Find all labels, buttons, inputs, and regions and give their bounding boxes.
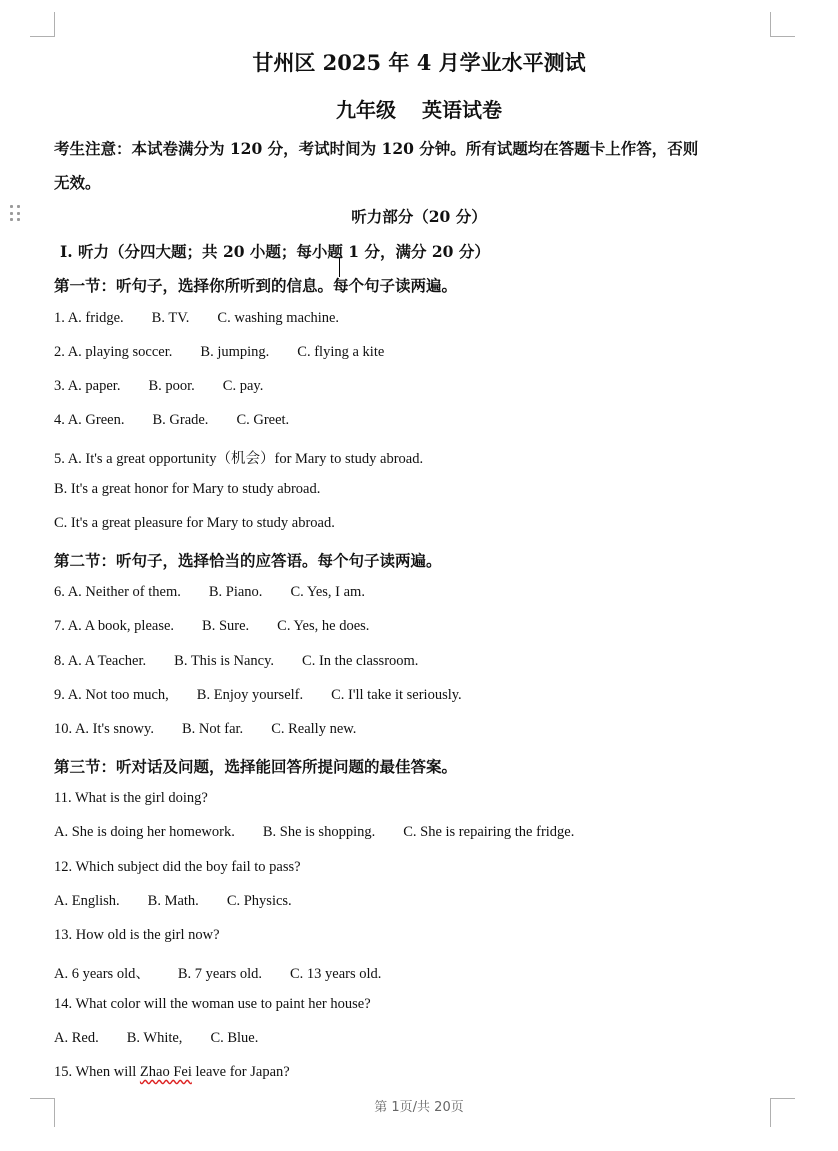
notice-line-2: 无效。 bbox=[54, 173, 101, 192]
crop-mark-top-left bbox=[30, 12, 55, 37]
question-1 bbox=[54, 310, 339, 327]
q14-option-c: C. Blue. bbox=[210, 1030, 259, 1046]
q4-option-c: C. Greet. bbox=[236, 412, 290, 428]
question-3 bbox=[54, 378, 263, 395]
q7-option-c: C. Yes, he does. bbox=[277, 618, 370, 634]
q13-option-a: A. 6 years old、 bbox=[54, 966, 150, 982]
q6-option-a: 6. A. Neither of them. bbox=[54, 584, 181, 600]
q15-name-spellcheck: Zhao Fei bbox=[139, 1064, 192, 1080]
q4-option-a: 4. A. Green. bbox=[54, 412, 125, 428]
q2-option-b: B. jumping. bbox=[200, 344, 270, 360]
q9-option-b: B. Enjoy yourself. bbox=[196, 687, 304, 703]
q12-option-c: C. Physics. bbox=[226, 893, 292, 909]
notice-line-1: 考生注意：本试卷满分为 120 分，考试时间为 120 分钟。所有试题均在答题卡上作答，否则 bbox=[54, 139, 699, 158]
q8-option-c: C. In the classroom. bbox=[302, 653, 419, 669]
q2-option-c: C. flying a kite bbox=[297, 344, 385, 360]
question-13: 13. How old is the girl now? bbox=[54, 927, 220, 943]
q7-option-a: 7. A. A book, please. bbox=[54, 618, 175, 634]
page-title: 甘州区 2025 年 4 月学业水平测试 bbox=[252, 50, 586, 75]
section-heading-1: 第一节：听句子，选择你所听到的信息。每个句子读两遍。 bbox=[54, 276, 458, 295]
q13-option-b: B. 7 years old. bbox=[177, 966, 263, 982]
q1-option-b: B. TV. bbox=[151, 310, 190, 326]
q7-option-b: B. Sure. bbox=[202, 618, 250, 634]
q1-option-c: C. washing machine. bbox=[217, 310, 340, 326]
q9-option-a: 9. A. Not too much, bbox=[54, 687, 169, 703]
section-title: 听力部分（20 分） bbox=[351, 207, 487, 226]
q11-option-b: B. She is shopping. bbox=[262, 824, 376, 840]
question-2 bbox=[54, 344, 384, 361]
section-heading-3: 第三节：听对话及问题，选择能回答所提问题的最佳答案。 bbox=[54, 757, 458, 776]
q11-option-a: A. She is doing her homework. bbox=[54, 824, 235, 840]
q8-option-a: 8. A. A Teacher. bbox=[54, 653, 147, 669]
question-5-option-c: C. It's a great pleasure for Mary to study abroad. bbox=[54, 515, 335, 531]
q1-option-a: 1. A. fridge. bbox=[54, 310, 124, 326]
q11-option-c: C. She is repairing the fridge. bbox=[403, 824, 575, 840]
q3-option-b: B. poor. bbox=[148, 378, 195, 394]
q10-option-c: C. Really new. bbox=[271, 721, 357, 737]
question-7 bbox=[54, 618, 369, 635]
question-5-option-a: 5. A. It's a great opportunity（机会）for Mary to study abroad. bbox=[54, 451, 424, 467]
page-subtitle bbox=[0, 94, 838, 123]
question-11: 11. What is the girl doing? bbox=[54, 790, 208, 806]
question-6 bbox=[54, 584, 365, 601]
q10-option-b: B. Not far. bbox=[181, 721, 244, 737]
subtitle-subject: 英语试卷 bbox=[422, 98, 502, 122]
question-11-options bbox=[54, 824, 574, 841]
question-12: 12. Which subject did the boy fail to pass? bbox=[54, 859, 301, 875]
question-12-options bbox=[54, 893, 292, 910]
question-15 bbox=[54, 1064, 290, 1081]
q2-option-a: 2. A. playing soccer. bbox=[54, 344, 173, 360]
question-13-options bbox=[54, 962, 381, 983]
question-14-options bbox=[54, 1030, 258, 1047]
question-4 bbox=[54, 412, 289, 429]
q13-option-c: C. 13 years old. bbox=[290, 966, 382, 982]
part-title: Ⅰ. 听力（分四大题；共 20 小题；每小题 1 分，满分 20 分） bbox=[60, 242, 490, 261]
q10-option-a: 10. A. It's snowy. bbox=[54, 721, 154, 737]
q6-option-b: B. Piano. bbox=[208, 584, 263, 600]
question-10 bbox=[54, 721, 356, 738]
question-5-option-b: B. It's a great honor for Mary to study abroad. bbox=[54, 481, 321, 497]
q14-option-a: A. Red. bbox=[54, 1030, 99, 1046]
q3-option-a: 3. A. paper. bbox=[54, 378, 121, 394]
q4-option-b: B. Grade. bbox=[152, 412, 209, 428]
q8-option-b: B. This is Nancy. bbox=[174, 653, 275, 669]
q12-option-a: A. English. bbox=[54, 893, 120, 909]
page-footer: 第 1页/共 20页 bbox=[374, 1100, 464, 1115]
q9-option-c: C. I'll take it seriously. bbox=[331, 687, 462, 703]
question-9 bbox=[54, 687, 462, 704]
q15-text-end: leave for Japan? bbox=[195, 1064, 290, 1080]
q12-option-b: B. Math. bbox=[147, 893, 199, 909]
question-14: 14. What color will the woman use to paint her house? bbox=[54, 996, 371, 1012]
subtitle-grade: 九年级 bbox=[336, 98, 396, 122]
crop-mark-top-right bbox=[770, 12, 795, 37]
q3-option-c: C. pay. bbox=[222, 378, 264, 394]
section-heading-2: 第二节：听句子，选择恰当的应答语。每个句子读两遍。 bbox=[54, 551, 442, 570]
q14-option-b: B. White, bbox=[126, 1030, 183, 1046]
q6-option-c: C. Yes, I am. bbox=[290, 584, 365, 600]
q15-text-start: 15. When will bbox=[54, 1064, 137, 1080]
question-8 bbox=[54, 653, 418, 670]
